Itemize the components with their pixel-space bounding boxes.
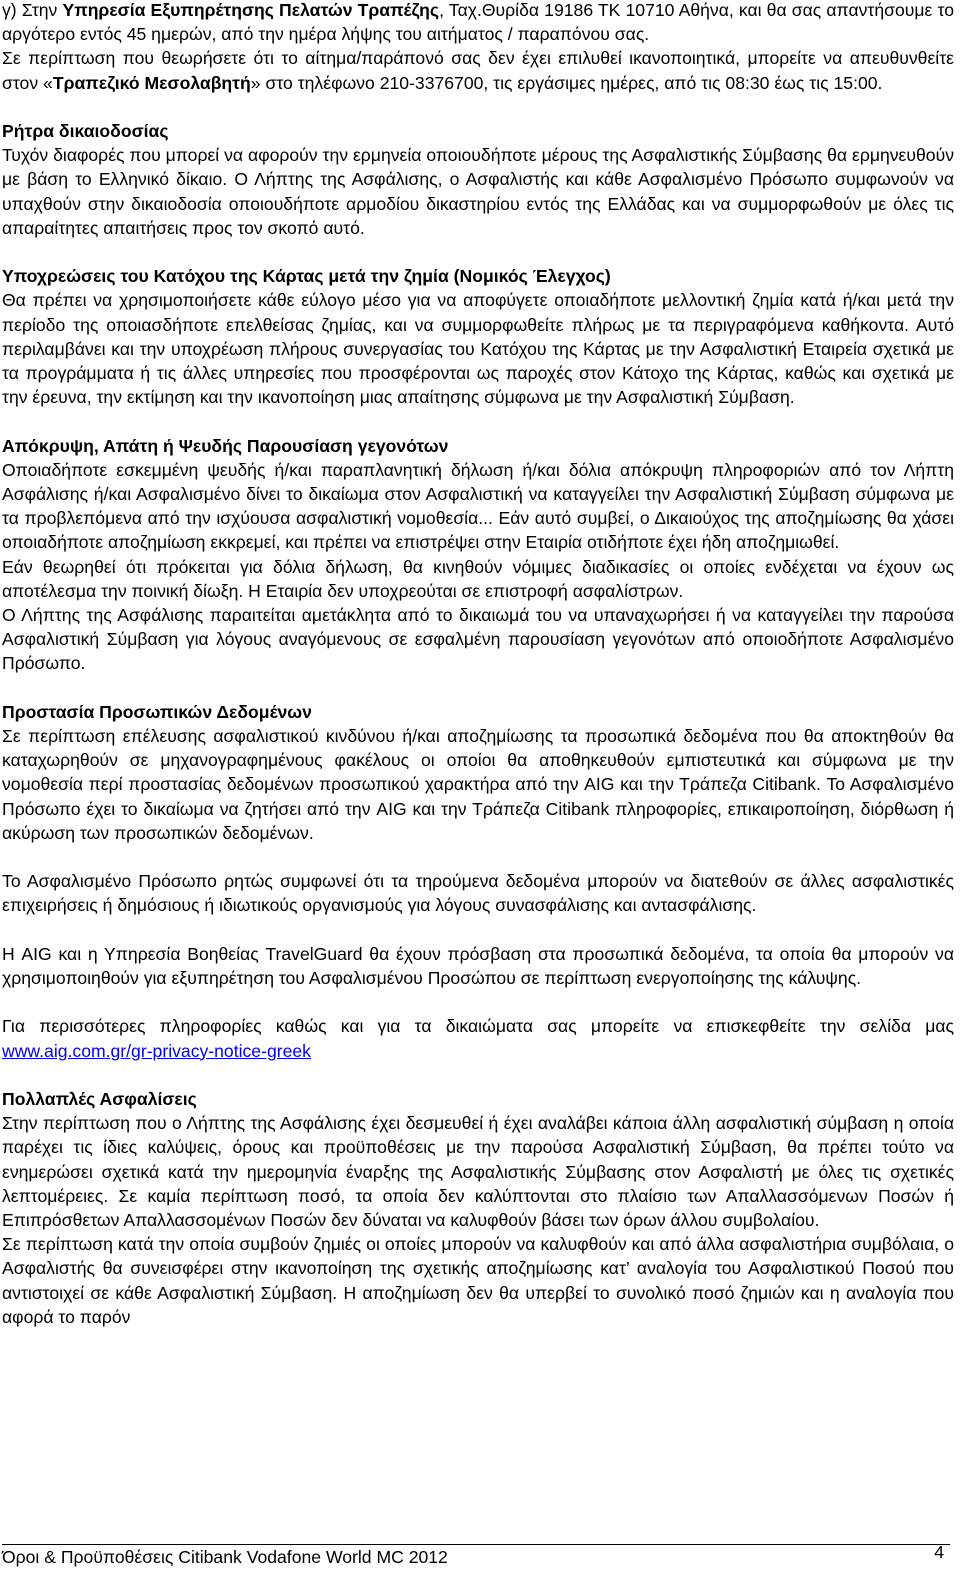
fraud-paragraph-1: Οποιαδήποτε εσκεμμένη ψευδής ή/και παραπλανητική δήλωση ή/και δόλια απόκρυψη πληροφοριών από τον Λήπτη Ασφάλισης ή/και Ασφαλισμένο δίνει το δικαίωμα στον Ασφαλιστική να καταγγείλει την Ασφαλιστική Σύμβαση σύμφωνα με τα προβλεπόμενα από την ισχύουσα ασφαλιστική νομοθεσία... Εάν αυτό συμβεί, ο Δικαιούχος της αποζημίωσης θα χάσει οποιαδήποτε αποζημίωση εκκρεμεί, και πρέπει να επιστρέψει στην Εταιρία οτιδήποτε έχει ήδη αποζημιωθεί. (2, 459, 954, 553)
intro-text: γ) Στην (2, 0, 63, 20)
multiple-insurance-heading: Πολλαπλές Ασφαλίσεις (2, 1089, 197, 1110)
privacy-heading: Προστασία Προσωπικών Δεδομένων (2, 701, 312, 722)
fraud-paragraph-2: Εάν θεωρηθεί ότι πρόκειται για δόλια δήλωση, θα κινηθούν νόμιμες διαδικασίες οι οποίες ενδέχεται να έχουν ως αποτέλεσμα την ποινική δίωξη. Η Εταιρία δεν υποχρεούται σε επιστροφή ασφαλίστρων. (2, 556, 954, 601)
multiple-insurance-paragraph-1: Στην περίπτωση που ο Λήπτης της Ασφάλισης έχει δεσμευθεί ή έχει αναλάβει κάποια άλλη ασφαλιστική σύμβαση η οποία παρέχει τις ίδιες καλύψεις, όρους και προϋποθέσεις με την παρούσα Ασφαλιστική Σύμβαση, θα πρέπει τούτο να ενημερώσει σχετικά κατά την ημερομηνία έναρξης της Ασφαλιστικής Σύμβασης στον Ασφαλιστή με όλες τις σχετικές λεπτομέρειες. Σε καμία περίπτωση ποσό, τα οποία δεν καλύπτονται στο πλαίσιο των Απαλλασσόμενων Ποσών ή Επιπρόσθετων Απαλλασσομένων Ποσών δεν δύναται να καλυφθούν βάσει των όρων άλλου συμβολαίου. (2, 1113, 954, 1231)
privacy-paragraph-1: Σε περίπτωση επέλευσης ασφαλιστικού κινδύνου ή/και αποζημίωσης τα προσωπικά δεδομένα που θα αποκτηθούν θα καταχωρηθούν σε μηχανογραφημένους φακέλους οι οποίοι θα αποθηκευθούν εμπιστευτικά και σύμφωνα με την νομοθεσία περί προστασίας δεδομένων προσωπικού χαρακτήρα από την AIG και την Τράπεζα Citibank. Το Ασφαλισμένο Πρόσωπο έχει το δικαίωμα να ζητήσει από την AIG και την Τράπεζα Citibank πληροφορίες, επικαιροποίηση, διόρθωση ή ακύρωση των προσωπικών δεδομένων. (2, 726, 954, 843)
obligations-body: Θα πρέπει να χρησιμοποιήσετε κάθε εύλογο μέσο για να αποφύγετε οποιαδήποτε μελλοντική ζημία κατά ή/και μετά την περίοδο της οποιασδήποτε επελθείσας ζημίας, και να συμμορφωθείτε πλήρως με τα περιγραφόμενα καθήκοντα. Αυτό περιλαμβάνει και την υποχρέωση πλήρους συνεργασίας του Κατόχου της Κάρτας με την Ασφαλιστική Εταιρεία σχετικά με τα προγράμματα ή τις άλλες υπηρεσίες που προσφέρονται ως παροχές στον Κάτοχο της Κάρτας, καθώς και σχετικά με την έρευνα, την εκτίμηση και την ικανοποίηση μιας απαίτησης σύμφωνα με την Ασφαλιστική Σύμβαση. (2, 290, 954, 408)
customer-service-name: Υπηρεσία Εξυπηρέτησης Πελατών Τραπέζης (62, 0, 440, 20)
intro-text-cont: , Ταχ.Θυρίδα 19186 ΤΚ 10710 Αθήνα, και θα σας απαντήσουμε το αργότερο εντός 45 ημερών, από την ημέρα λήψης του αιτήματος / παραπόνου σας. (2, 0, 955, 45)
mediator-text-cont: » στο τηλέφωνο 210-3376700, τις εργάσιμες ημέρες, από τις 08:30 έως τις 15:00. (250, 72, 883, 93)
document-page (2, 0, 954, 1329)
mediator-text: Σε περίπτωση που θεωρήσετε ότι το αίτημα/παράπονό σας δεν έχει επιλυθεί ικανοποιητικά, μπορείτε να απευθυνθείτε στον « (2, 48, 954, 93)
obligations-heading: Υποχρεώσεις του Κατόχου της Κάρτας μετά την ζημία (Νομικός Έλεγχος) (2, 266, 611, 287)
footer-title: Όροι & Προϋποθέσεις Citibank Vodafone World MC 2012 (2, 1547, 448, 1567)
privacy-more-info-text: Για περισσότερες πληροφορίες καθώς και για τα δικαιώματα σας μπορείτε να επισκεφθείτε την σελίδα μας (2, 1016, 954, 1037)
multiple-insurance-paragraph-2: Σε περίπτωση κατά την οποία συμβούν ζημιές οι οποίες μπορούν να καλυφθούν και από άλλα ασφαλιστήρια συμβόλαια, ο Ασφαλιστής θα συνεισφέρει στην ικανοποίηση της σχετικής αποζημίωσης κατ’ αναλογία του Ασφαλιστικού Ποσού που αντιστοιχεί σε κάθε Ασφαλιστική Σύμβαση. Η αποζημίωση δεν θα υπερβεί το συνολικό ποσό ζημιών και η αναλογία που αφορά το παρόν (2, 1234, 954, 1327)
fraud-paragraph-3: Ο Λήπτης της Ασφάλισης παραιτείται αμετάκλητα από το δικαιωμά του να υπαναχωρήσει ή να καταγγείλει την παρούσα Ασφαλιστική Σύμβαση για λόγους αναγόμενους σε εσφαλμένη παρουσίαση γεγονότων από οποιοδήποτε Ασφαλισμένο Πρόσωπο. (2, 605, 954, 674)
privacy-paragraph-4 (2, 1014, 954, 1062)
jurisdiction-body: Τυχόν διαφορές που μπορεί να αφορούν την ερμηνεία οποιουδήποτε μέρους της Ασφαλιστικής Σύμβασης θα ερμηνευθούν με βάση το Ελληνικό δίκαιο. Ο Λήπτης της Ασφάλισης, ο Ασφαλιστής και κάθε Ασφαλισμένο Πρόσωπο συμφωνούν να υπαχθούν στην δικαιοδοσία οποιουδήποτε αρμοδίου δικαστηρίου εντός της Ελλάδας και να συμμορφωθούν με όλες τις απαραίτητες απαιτήσεις προς τον σκοπό αυτό. (2, 145, 954, 238)
mediator-name: Τραπεζικό Μεσολαβητή (52, 72, 251, 93)
privacy-notice-link[interactable]: www.aig.com.gr/gr-privacy-notice-greek (2, 1040, 311, 1061)
page-footer (2, 1542, 950, 1567)
intro-paragraph (2, 0, 954, 46)
privacy-paragraph-3: Η AIG και η Υπηρεσία Βοηθείας TravelGuard θα έχουν πρόσβαση στα προσωπικά δεδομένα, τα οποία θα μπορούν να χρησιμοποιηθούν για εξυπηρέτηση του Ασφαλισμένου Προσώπου σε περίπτωση ενεργοποίησης της κάλυψης. (2, 943, 954, 989)
jurisdiction-heading: Ρήτρα δικαιοδοσίας (2, 121, 169, 141)
fraud-heading: Απόκρυψη, Απάτη ή Ψευδής Παρουσίαση γεγονότων (2, 435, 449, 456)
mediator-paragraph (2, 46, 954, 94)
page-number: 4 (934, 1542, 944, 1562)
privacy-paragraph-2: Το Ασφαλισμένο Πρόσωπο ρητώς συμφωνεί ότι τα τηρούμενα δεδομένα μπορούν να διατεθούν σε άλλες ασφαλιστικές επιχειρήσεις ή δημόσιους ή ιδιωτικούς οργανισμούς για λόγους συνασφάλισης και αντασφάλισης. (2, 871, 954, 916)
